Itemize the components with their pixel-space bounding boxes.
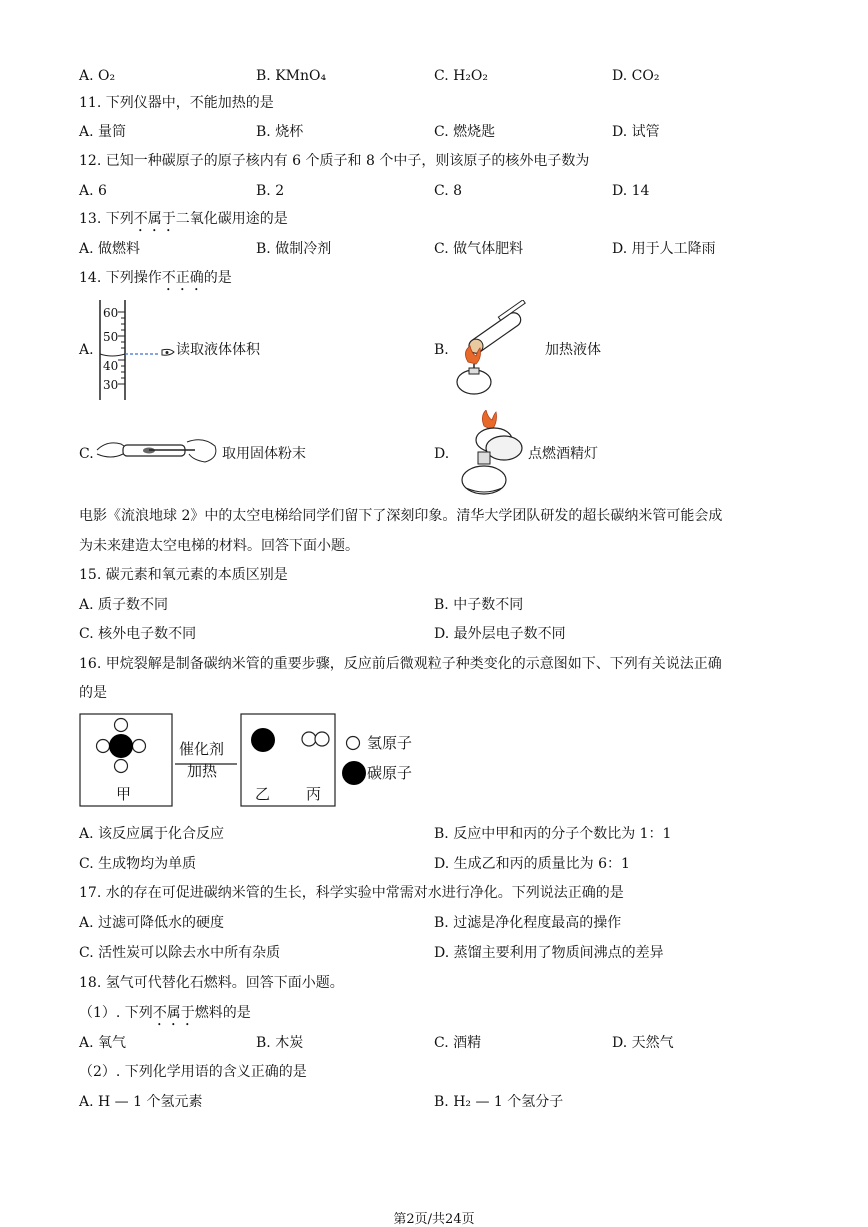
q15-option-c: C. 核外电子数不同 bbox=[79, 626, 197, 642]
q17-option-d: D. 蒸馏主要利用了物质间沸点的差异 bbox=[434, 945, 664, 961]
q16-option-a: A. 该反应属于化合反应 bbox=[79, 826, 225, 842]
q15-option-a: A. 质子数不同 bbox=[79, 597, 169, 613]
alcohol-lamp-figure bbox=[450, 410, 530, 496]
q12-option-d: D. 14 bbox=[612, 183, 650, 199]
q10-option-c: C. H₂O₂ bbox=[434, 68, 489, 84]
q16-option-b: B. 反应中甲和丙的分子个数比为 1：1 bbox=[434, 826, 672, 842]
box-bing-label: 丙 bbox=[306, 785, 322, 803]
q17-option-a: A. 过滤可降低水的硬度 bbox=[79, 915, 225, 931]
q14-b-label: B. bbox=[434, 342, 449, 358]
box-yi-label: 乙 bbox=[255, 785, 271, 803]
q13-option-d: D. 用于人工降雨 bbox=[612, 241, 716, 257]
tick-50: 50 bbox=[103, 330, 119, 344]
q14-c-caption: 取用固体粉末 bbox=[222, 446, 306, 462]
q18-sub2-stem: （2）. 下列化学用语的含义正确的是 bbox=[79, 1064, 307, 1080]
powder-taking-figure bbox=[93, 430, 223, 470]
q17-option-b: B. 过滤是净化程度最高的操作 bbox=[434, 915, 622, 931]
q10-option-d: D. CO₂ bbox=[612, 68, 660, 84]
arrow-bottom-label: 加热 bbox=[187, 762, 218, 780]
q14-a-label: A. bbox=[79, 342, 94, 358]
q18-1-option-a: A. 氧气 bbox=[79, 1035, 127, 1051]
tick-60: 60 bbox=[103, 306, 119, 320]
q11-option-c: C. 燃烧匙 bbox=[434, 124, 496, 140]
heating-liquid-figure bbox=[450, 300, 545, 400]
q14-b-caption: 加热液体 bbox=[545, 342, 601, 358]
q16-stem-line-1: 16. 甲烷裂解是制备碳纳米管的重要步骤，反应前后微观粒子种类变化的示意图如下、下列有关说法正确 bbox=[79, 656, 722, 672]
legend-carbon: 碳原子 bbox=[367, 764, 413, 782]
q14-stem: 14. 下列操作不正确的是 bbox=[79, 270, 232, 286]
q18-1-option-b: B. 木炭 bbox=[256, 1035, 304, 1051]
q18-stem: 18. 氢气可代替化石燃料。回答下面小题。 bbox=[79, 975, 344, 991]
q12-stem: 12. 已知一种碳原子的原子核内有 6 个质子和 8 个中子，则该原子的核外电子数为 bbox=[79, 153, 590, 169]
q12-option-b: B. 2 bbox=[256, 183, 285, 199]
tick-40: 40 bbox=[103, 359, 119, 373]
page-number: 第2页/共24页 bbox=[393, 1212, 475, 1227]
arrow-top-label: 催化剂 bbox=[179, 740, 225, 758]
q11-option-b: B. 烧杯 bbox=[256, 124, 304, 140]
q12-option-a: A. 6 bbox=[79, 183, 107, 199]
q18-2-option-a: A. H — 1 个氢元素 bbox=[79, 1094, 203, 1110]
q15-option-b: B. 中子数不同 bbox=[434, 597, 524, 613]
tick-30: 30 bbox=[103, 378, 119, 392]
q13-stem: 13. 下列不属于二氧化碳用途的是 bbox=[79, 211, 288, 227]
q16-option-c: C. 生成物均为单质 bbox=[79, 856, 197, 872]
q18-1-option-c: C. 酒精 bbox=[434, 1035, 482, 1051]
q10-option-b: B. KMnO₄ bbox=[256, 68, 327, 84]
q16-stem-line-2: 的是 bbox=[79, 685, 107, 701]
q18-1-option-d: D. 天然气 bbox=[612, 1035, 674, 1051]
q13-option-b: B. 做制冷剂 bbox=[256, 241, 332, 257]
q16-option-d: D. 生成乙和丙的质量比为 6：1 bbox=[434, 856, 630, 872]
q14-a-caption: 读取液体体积 bbox=[176, 342, 260, 358]
q10-option-a: A. O₂ bbox=[79, 68, 116, 84]
q14-d-caption: 点燃酒精灯 bbox=[528, 446, 598, 462]
q11-option-a: A. 量筒 bbox=[79, 124, 127, 140]
q12-option-c: C. 8 bbox=[434, 183, 463, 199]
passage-line-2: 为未来建造太空电梯的材料。回答下面小题。 bbox=[79, 538, 359, 554]
q14-c-label: C. bbox=[79, 446, 94, 462]
q15-stem: 15. 碳元素和氧元素的本质区别是 bbox=[79, 567, 288, 583]
passage-line-1: 电影《流浪地球 2》中的太空电梯给同学们留下了深刻印象。清华大学团队研发的超长碳纳米管可能会成 bbox=[79, 508, 723, 524]
legend-hydrogen: 氢原子 bbox=[367, 734, 413, 752]
q13-option-a: A. 做燃料 bbox=[79, 241, 141, 257]
q18-sub1-stem: （1）. 下列不属于燃料的是 bbox=[79, 1005, 251, 1021]
q11-option-d: D. 试管 bbox=[612, 124, 660, 140]
q14-d-label: D. bbox=[434, 446, 450, 462]
box-jia-label: 甲 bbox=[116, 785, 132, 803]
q15-option-d: D. 最外层电子数不同 bbox=[434, 626, 566, 642]
q17-option-c: C. 活性炭可以除去水中所有杂质 bbox=[79, 945, 281, 961]
q17-stem: 17. 水的存在可促进碳纳米管的生长，科学实验中常需对水进行净化。下列说法正确的是 bbox=[79, 885, 624, 901]
q13-option-c: C. 做气体肥料 bbox=[434, 241, 524, 257]
q11-stem: 11. 下列仪器中，不能加热的是 bbox=[79, 95, 274, 111]
q18-2-option-b: B. H₂ — 1 个氢分子 bbox=[434, 1094, 564, 1110]
